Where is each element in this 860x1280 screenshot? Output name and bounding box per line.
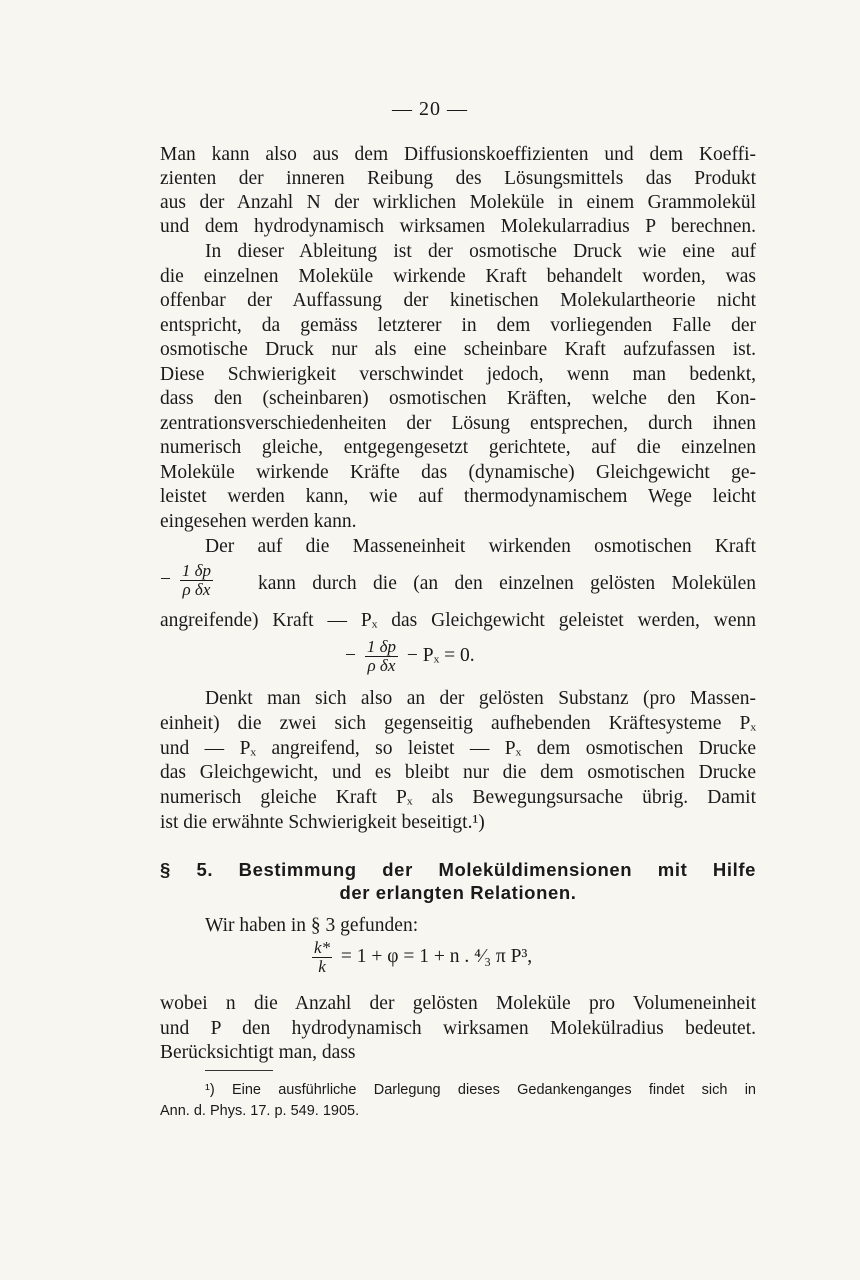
text-line: Diese Schwierigkeit verschwindet jedoch, wenn man bedenkt, <box>160 364 756 385</box>
fraction-denominator: ρ δx <box>367 656 396 675</box>
equation <box>308 939 532 976</box>
text-line: dass den (scheinbaren) osmotischen Kräften, welche den Kon- <box>160 388 756 409</box>
fraction <box>180 562 213 599</box>
footnote-rule <box>205 1070 273 1071</box>
text-line: und — Pₓ angreifend, so leistet — Pₓ dem osmotischen Drucke <box>160 738 756 759</box>
fraction-numerator: 1 δp <box>366 637 397 656</box>
text-line: Berücksichtigt man, dass <box>160 1042 356 1063</box>
equation-rest: − Pₓ = 0. <box>406 644 475 666</box>
text-line: und dem hydrodynamisch wirksamen Molekularradius P berechnen. <box>160 216 756 237</box>
text-line: Der auf die Masseneinheit wirkenden osmotischen Kraft <box>205 536 756 557</box>
text-line: Man kann also aus dem Diffusionskoeffizienten und dem Koeffi- <box>160 144 756 165</box>
text-line: aus der Anzahl N der wirklichen Moleküle in einem Grammolekül <box>160 192 756 213</box>
minus-sign: − <box>160 568 171 590</box>
text-line: das Gleichgewicht, und es bleibt nur die dem osmotischen Drucke <box>160 762 756 783</box>
text-line: entspricht, da gemäss letzterer in dem vorliegenden Falle der <box>160 315 756 336</box>
fraction-numerator: k* <box>314 938 331 957</box>
text-line: osmotische Druck nur als eine scheinbare Kraft aufzufassen ist. <box>160 339 756 360</box>
text-line: angreifende) Kraft — Pₓ das Gleichgewicht geleistet werden, wenn <box>160 610 756 631</box>
section-heading: § 5. Bestimmung der Moleküldimensionen mit Hilfe <box>160 859 756 880</box>
text-line: Wir haben in § 3 gefunden: <box>205 915 419 936</box>
text-line: zentrationsverschiedenheiten der Lösung entsprechen, durch ihnen <box>160 413 756 434</box>
text-line: und P den hydrodynamisch wirksamen Molekülradius bedeutet. <box>160 1018 756 1039</box>
text-line: numerisch gleiche Kraft Pₓ als Bewegungsursache übrig. Damit <box>160 787 756 808</box>
fraction <box>312 939 332 976</box>
text-line: offenbar der Auffassung der kinetischen Molekulartheorie nicht <box>160 290 756 311</box>
text-line: Moleküle wirkende Kräfte das (dynamische) Gleichgewicht ge- <box>160 462 756 483</box>
text-line: leistet werden kann, wie auf thermodynamischem Wege leicht <box>160 486 756 507</box>
fraction-numerator: 1 δp <box>181 561 212 580</box>
equation-rest: = 1 + φ = 1 + n . ⁴⁄₃ π P³, <box>340 945 533 967</box>
text-line: eingesehen werden kann. <box>160 511 357 532</box>
text-line: zienten der inneren Reibung des Lösungsmittels das Produkt <box>160 168 756 189</box>
equation <box>345 638 475 675</box>
fraction-denominator: ρ δx <box>182 580 211 599</box>
text-line: die einzelnen Moleküle wirkende Kraft behandelt worden, was <box>160 266 756 287</box>
text-line: numerisch gleiche, entgegengesetzt gerichtete, auf die einzelnen <box>160 437 756 458</box>
minus-sign: − <box>345 644 356 666</box>
page-number: — 20 — <box>392 98 468 120</box>
footnote-line: Ann. d. Phys. 17. p. 549. 1905. <box>160 1103 360 1119</box>
fraction-formula <box>160 562 217 599</box>
text-line: wobei n die Anzahl der gelösten Moleküle pro Volumeneinheit <box>160 993 756 1014</box>
footnote-line: ¹) Eine ausführliche Darlegung dieses Gedankenganges findet sich in <box>205 1082 756 1098</box>
section-heading-continued: der erlangten Relationen. <box>339 882 577 903</box>
text-line: kann durch die (an den einzelnen gelösten Molekülen <box>258 573 756 594</box>
text-line: In dieser Ableitung ist der osmotische Druck wie eine auf <box>205 241 756 262</box>
text-line: ist die erwähnte Schwierigkeit beseitigt.¹) <box>160 812 485 833</box>
fraction <box>365 638 398 675</box>
fraction-denominator: k <box>318 957 326 976</box>
text-line: einheit) die zwei sich gegenseitig aufhebenden Kräftesysteme Pₓ <box>160 713 756 734</box>
text-line: Denkt man sich also an der gelösten Substanz (pro Massen- <box>205 688 756 709</box>
